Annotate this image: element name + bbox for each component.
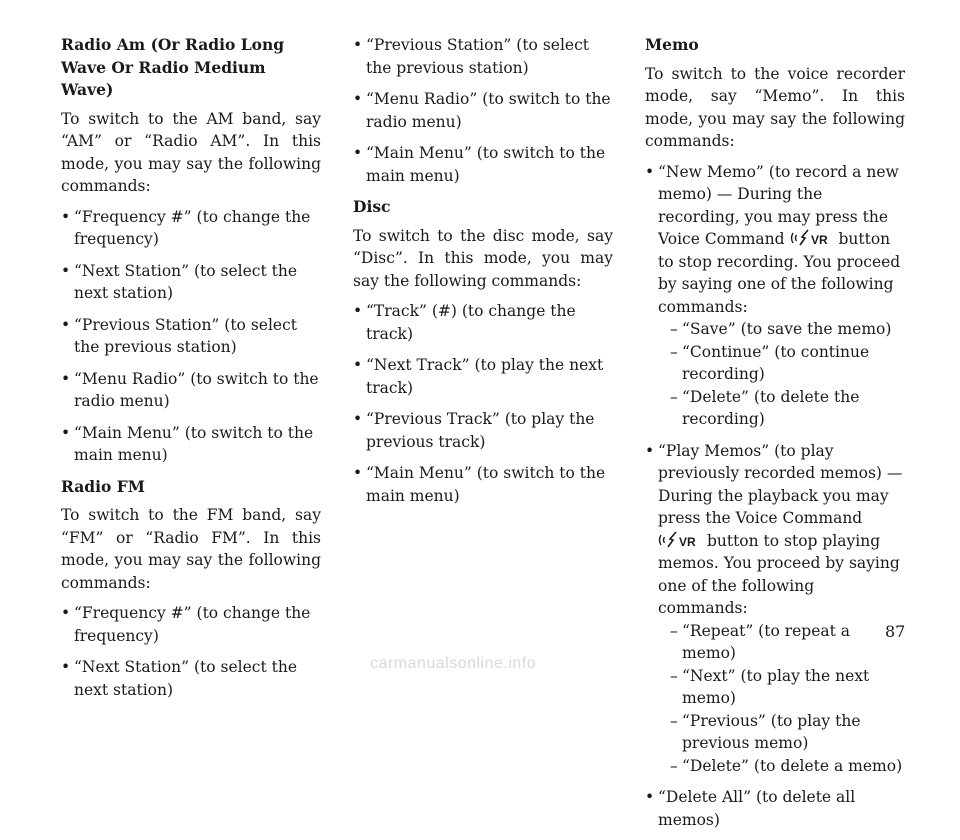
memo-heading: Memo <box>645 35 699 54</box>
radio-fm-command-list <box>61 602 321 701</box>
radio-am-heading: Radio Am (Or Radio Long Wave Or Radio Medium Wave) <box>61 35 285 99</box>
list-item-delete-all: • “Delete All” (to delete all memos) <box>645 786 905 831</box>
column-left <box>61 34 321 710</box>
new-memo-sub-list <box>658 318 905 431</box>
voice-command-vr-icon <box>790 229 834 247</box>
column-right <box>645 34 905 840</box>
list-item: • “Menu Radio” (to switch to the radio menu) <box>353 88 613 133</box>
svg-text:VR: VR <box>679 534 696 549</box>
new-memo-text: “New Memo” (to record a new memo) — During the recording, you may press the Voice Command <box>658 162 899 248</box>
list-item: • “Previous Track” (to play the previous track) <box>353 408 613 453</box>
new-memo-text-after: button to stop recording. You proceed by saying one of the following commands: <box>658 230 901 316</box>
sub-list-item: – “Next” (to play the next memo) <box>670 665 905 710</box>
list-item: • “Main Menu” (to switch to the main menu) <box>61 422 321 467</box>
radio-fm-command-list-continued <box>353 34 613 187</box>
list-item: • “Menu Radio” (to switch to the radio menu) <box>61 368 321 413</box>
voice-command-vr-icon <box>658 531 702 549</box>
radio-am-command-list <box>61 206 321 467</box>
list-item: • “Previous Station” (to select the previous station) <box>353 34 613 79</box>
sub-list-item: – “Repeat” (to repeat a memo) <box>670 620 905 665</box>
column-middle <box>353 34 613 516</box>
list-item: • “Previous Station” (to select the previous station) <box>61 314 321 359</box>
disc-intro: To switch to the disc mode, say “Disc”. In this mode, you may say the following commands: <box>353 226 613 290</box>
play-memos-text-after: button to stop playing memos. You proceed by saying one of the following commands: <box>658 531 900 617</box>
list-item: • “Frequency #” (to change the frequency) <box>61 602 321 647</box>
sub-list-item: – “Continue” (to continue recording) <box>670 341 905 386</box>
list-item: • “Next Station” (to select the next station) <box>61 260 321 305</box>
sub-list-item: – “Save” (to save the memo) <box>670 318 905 341</box>
radio-fm-intro: To switch to the FM band, say “FM” or “Radio FM”. In this mode, you may say the following commands: <box>61 506 321 592</box>
memo-intro: To switch to the voice recorder mode, say “Memo”. In this mode, you may say the following commands: <box>645 64 905 150</box>
radio-am-intro: To switch to the AM band, say “AM” or “Radio AM”. In this mode, you may say the following commands: <box>61 109 321 195</box>
list-item: • “Next Track” (to play the next track) <box>353 354 613 399</box>
play-memos-sub-list <box>658 620 905 778</box>
svg-text:VR: VR <box>810 233 828 247</box>
list-item: • “Frequency #” (to change the frequency) <box>61 206 321 251</box>
list-item: • “Main Menu” (to switch to the main menu) <box>353 142 613 187</box>
disc-heading: Disc <box>353 197 391 216</box>
list-item: • “Next Station” (to select the next station) <box>61 656 321 701</box>
sub-list-item: – “Previous” (to play the previous memo) <box>670 710 905 755</box>
memo-command-list <box>645 161 905 832</box>
watermark: carmanualsonline.info <box>370 655 537 672</box>
page-number: 87 <box>885 622 906 641</box>
list-item-play-memos <box>645 440 905 778</box>
sub-list-item: – “Delete” (to delete the recording) <box>670 386 905 431</box>
disc-command-list <box>353 300 613 507</box>
list-item: • “Main Menu” (to switch to the main menu) <box>353 462 613 507</box>
list-item-new-memo <box>645 161 905 431</box>
play-memos-text: “Play Memos” (to play previously recorded memos) — During the playback you may press the Voice Command <box>658 441 903 527</box>
sub-list-item: – “Delete” (to delete a memo) <box>670 755 905 778</box>
list-item: • “Track” (#) (to change the track) <box>353 300 613 345</box>
radio-fm-heading: Radio FM <box>61 476 145 496</box>
